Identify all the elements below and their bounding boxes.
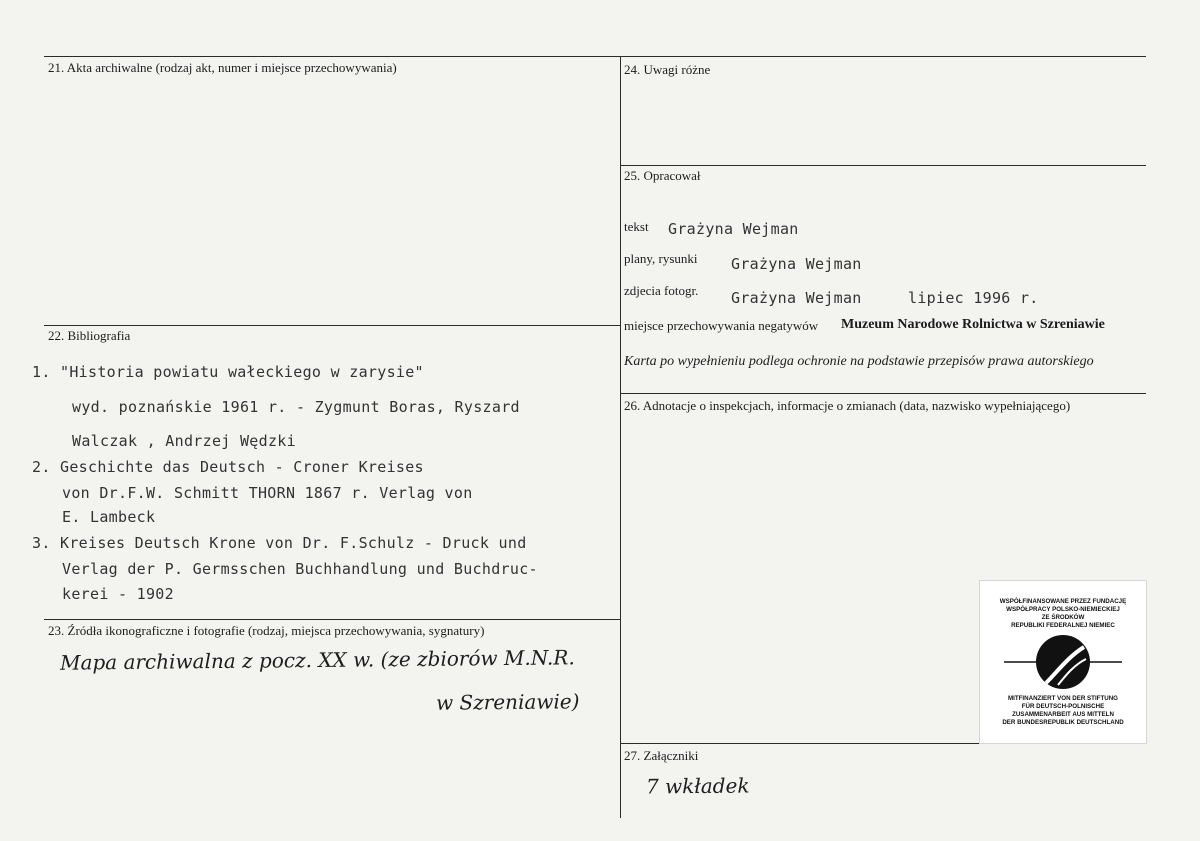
foundation-german-line: ZUSAMMENARBEIT AUS MITTELN	[1012, 711, 1114, 718]
section-25-label: 25. Opracował	[624, 168, 701, 183]
section-23-label: 23. Źródła ikonograficzne i fotografie (rodzaj, miejsca przechowywania, sygnatury)	[48, 623, 485, 638]
tekst-value: Grażyna Wejman	[668, 220, 799, 238]
divider-23	[44, 619, 621, 620]
bibliography-line: wyd. poznańskie 1961 r. - Zygmunt Boras, Ryszard	[72, 398, 520, 416]
foundation-german-line: DER BUNDESREPUBLIK DEUTSCHLAND	[1002, 719, 1124, 726]
divider-22	[44, 325, 621, 326]
bibliography-line: von Dr.F.W. Schmitt THORN 1867 r. Verlag von	[62, 484, 473, 502]
section-27-label: 27. Załączniki	[624, 748, 699, 763]
handwritten-sources-line1: Mapa archiwalna z pocz. XX w. (ze zbiorów M.N.R.	[59, 645, 575, 675]
foundation-logo-icon	[1000, 633, 1126, 691]
copyright-note: Karta po wypełnieniu podlega ochronie na podstawie przepisów prawa autorskiego	[624, 354, 1094, 369]
bibliography-line: 3. Kreises Deutsch Krone von Dr. F.Schulz - Druck und	[32, 534, 527, 552]
center-divider	[620, 56, 621, 818]
plany-value: Grażyna Wejman	[731, 255, 862, 273]
handwritten-sources-line2: w Szreniawie)	[435, 689, 580, 715]
divider-26	[621, 393, 1146, 394]
bibliography-line: Walczak , Andrzej Wędzki	[72, 432, 296, 450]
top-rule	[44, 56, 1146, 57]
zdjecia-value: Grażyna Wejman	[731, 289, 862, 307]
negatywy-label: miejsce przechowywania negatywów	[624, 318, 819, 333]
bibliography-line: Verlag der P. Germsschen Buchhandlung und Buchdruc-	[62, 560, 538, 578]
foundation-sticker	[979, 580, 1147, 744]
plany-label: plany, rysunki	[624, 251, 698, 266]
zdjecia-date: lipiec 1996 r.	[908, 289, 1039, 307]
foundation-polish-line: WSPÓŁPRACY POLSKO-NIEMIECKIEJ	[1006, 606, 1120, 613]
divider-25	[621, 165, 1146, 166]
foundation-polish-line: WSPÓŁFINANSOWANE PRZEZ FUNDACJĘ	[999, 598, 1127, 605]
bibliography-line: E. Lambeck	[62, 508, 156, 526]
foundation-german-line: MITFINANZIERT VON DER STIFTUNG	[1008, 695, 1118, 702]
section-24-label: 24. Uwagi różne	[624, 62, 711, 77]
negatywy-value: Muzeum Narodowe Rolnictwa w Szreniawie	[841, 317, 1105, 332]
section-21-label: 21. Akta archiwalne (rodzaj akt, numer i miejsce przechowywania)	[48, 60, 397, 75]
foundation-polish-line: REPUBLIKI FEDERALNEJ NIEMIEC	[1011, 622, 1115, 629]
foundation-german-line: FÜR DEUTSCH-POLNISCHE	[1021, 703, 1105, 710]
handwritten-attachments: 7 wkładek	[645, 773, 750, 799]
bibliography-line: kerei - 1902	[62, 585, 174, 603]
zdjecia-label: zdjecia fotogr.	[624, 283, 699, 298]
bibliography-line: 2. Geschichte das Deutsch - Croner Kreises	[32, 458, 424, 476]
section-26-label: 26. Adnotacje o inspekcjach, informacje o zmianach (data, nazwisko wypełniającego)	[624, 398, 1071, 413]
section-22-label: 22. Bibliografia	[48, 328, 131, 343]
tekst-label: tekst	[624, 219, 649, 234]
foundation-polish-line: ZE ŚRODKÓW	[1041, 614, 1085, 621]
bibliography-line: 1. "Historia powiatu wałeckiego w zarysie"	[32, 363, 424, 381]
